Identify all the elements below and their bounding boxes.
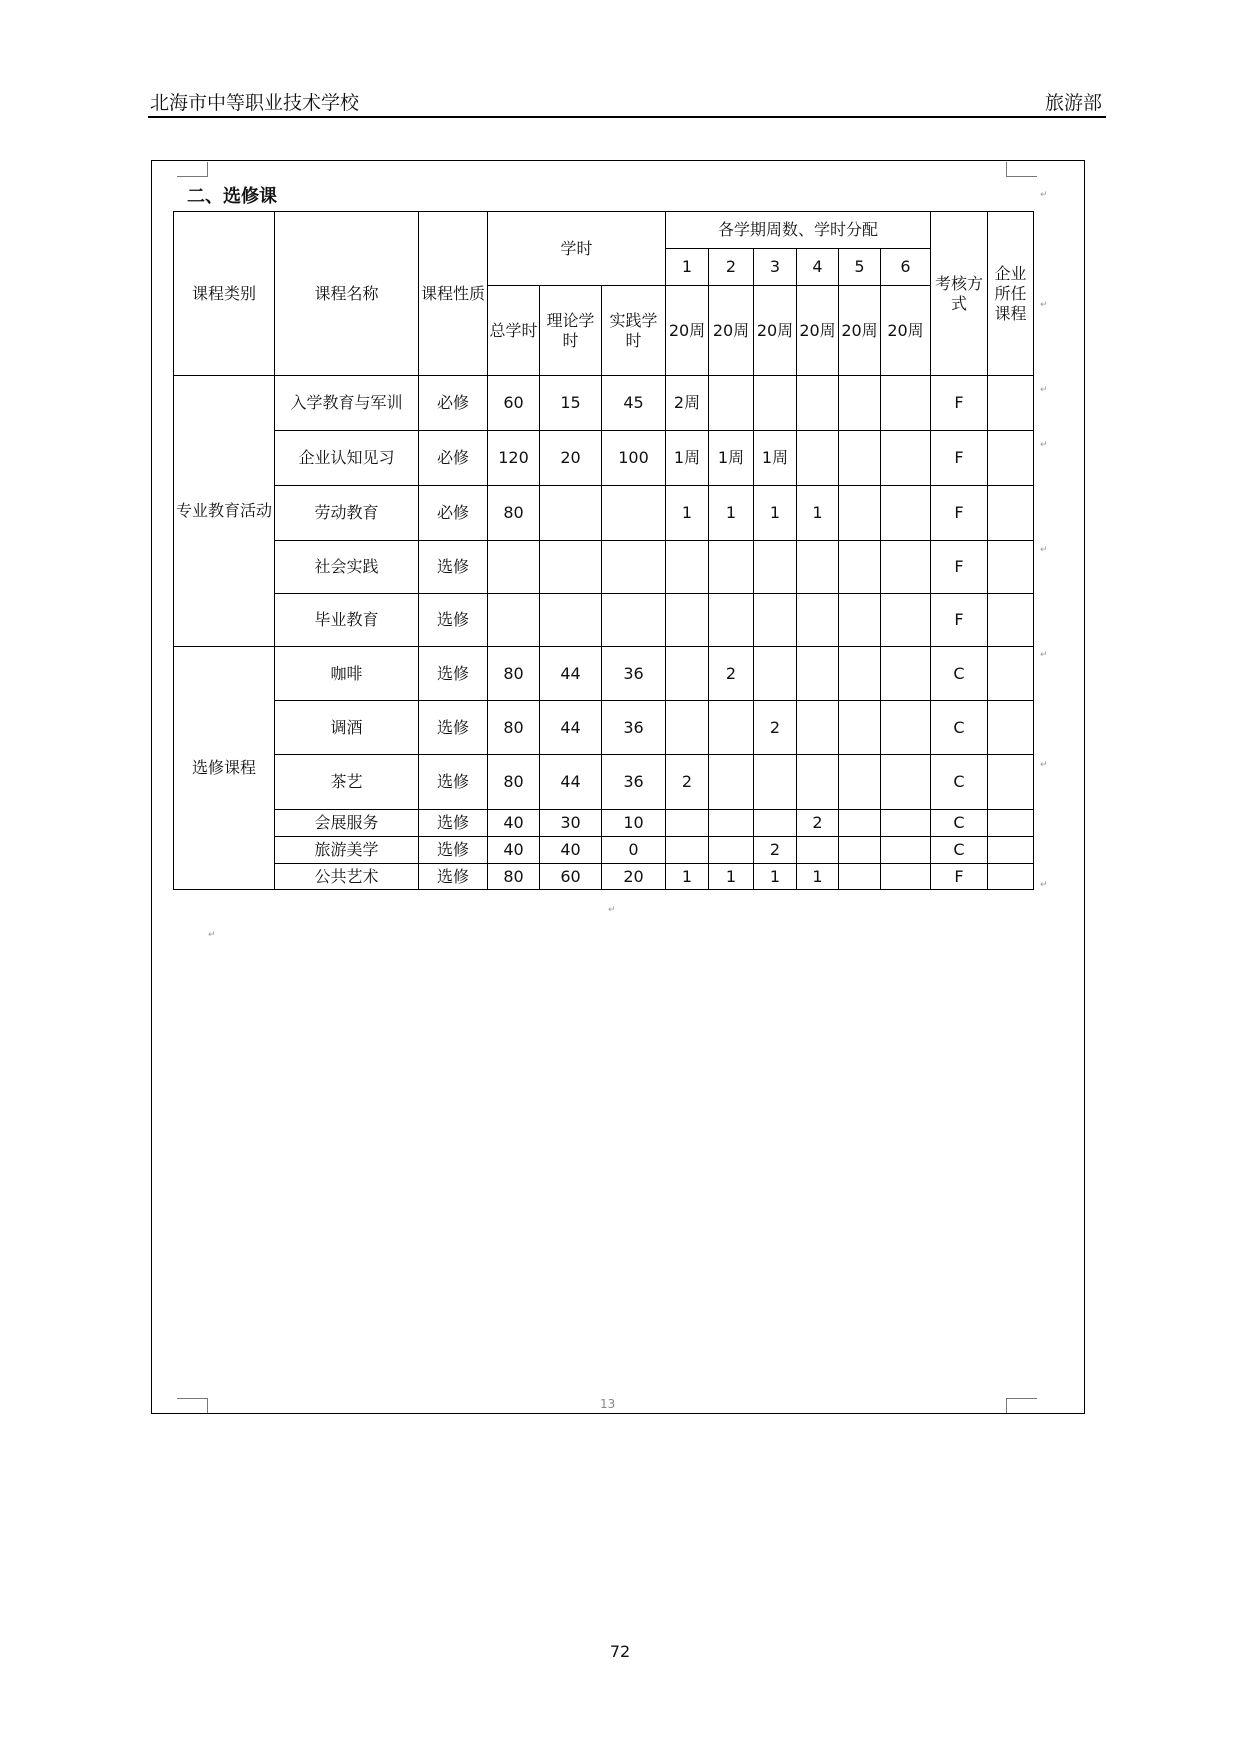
semester-cell	[666, 810, 709, 837]
semester-cell	[709, 701, 754, 755]
semester-number: 1	[666, 249, 709, 286]
semester-cell: 1周	[709, 431, 754, 486]
category-cell: 选修课程	[174, 647, 275, 890]
semester-weeks: 20周	[666, 286, 709, 376]
course-nature-cell: 必修	[419, 431, 488, 486]
course-nature-cell: 选修	[419, 701, 488, 755]
enterprise-cell	[988, 755, 1034, 810]
theory-hours-cell: 30	[540, 810, 602, 837]
semester-cell	[839, 541, 881, 594]
practice-hours-cell	[602, 486, 666, 541]
semester-cell	[839, 647, 881, 701]
semester-cell	[881, 837, 931, 864]
semester-cell: 1	[797, 486, 839, 541]
semester-cell	[839, 755, 881, 810]
course-nature-cell: 必修	[419, 486, 488, 541]
theory-hours-cell: 60	[540, 864, 602, 890]
course-name-cell: 调酒	[275, 701, 419, 755]
theory-hours-cell: 20	[540, 431, 602, 486]
semester-cell	[797, 755, 839, 810]
course-nature-cell: 选修	[419, 837, 488, 864]
semester-cell	[839, 864, 881, 890]
assess-cell: C	[931, 810, 988, 837]
practice-hours-cell	[602, 541, 666, 594]
semester-cell	[839, 431, 881, 486]
table-row	[174, 594, 1034, 647]
paragraph-mark: ↵	[1040, 190, 1048, 200]
paragraph-mark: ↵	[1040, 880, 1048, 890]
col-header-enterprise: 企业所任课程	[988, 212, 1034, 376]
course-nature-cell: 选修	[419, 647, 488, 701]
course-table	[173, 211, 1034, 890]
total-hours-cell: 80	[488, 864, 540, 890]
col-header-category: 课程类别	[174, 212, 275, 376]
enterprise-cell	[988, 376, 1034, 431]
crop-mark-top-left	[177, 162, 208, 177]
semester-cell: 1	[754, 864, 797, 890]
semester-cell: 2周	[666, 376, 709, 431]
semester-cell	[666, 594, 709, 647]
total-hours-cell: 80	[488, 647, 540, 701]
semester-cell	[666, 647, 709, 701]
semester-cell	[754, 376, 797, 431]
col-header-nature: 课程性质	[419, 212, 488, 376]
semester-cell	[797, 647, 839, 701]
semester-number: 6	[881, 249, 931, 286]
semester-cell	[881, 594, 931, 647]
enterprise-cell	[988, 701, 1034, 755]
header-divider	[148, 116, 1106, 118]
assess-cell: C	[931, 755, 988, 810]
col-header-hours: 学时	[488, 212, 666, 286]
enterprise-cell	[988, 541, 1034, 594]
assess-cell: F	[931, 864, 988, 890]
semester-cell	[839, 594, 881, 647]
semester-weeks: 20周	[709, 286, 754, 376]
table-row	[174, 376, 1034, 431]
semester-cell	[881, 864, 931, 890]
col-header-theory: 理论学时	[540, 286, 602, 376]
semester-cell: 2	[666, 755, 709, 810]
total-hours-cell: 80	[488, 486, 540, 541]
semester-cell	[839, 810, 881, 837]
practice-hours-cell	[602, 594, 666, 647]
table-row	[174, 701, 1034, 755]
assess-cell: F	[931, 376, 988, 431]
theory-hours-cell	[540, 486, 602, 541]
enterprise-cell	[988, 431, 1034, 486]
semester-cell: 1	[797, 864, 839, 890]
theory-hours-cell: 15	[540, 376, 602, 431]
course-name-cell: 会展服务	[275, 810, 419, 837]
practice-hours-cell: 36	[602, 647, 666, 701]
page-number: 72	[609, 1642, 631, 1661]
total-hours-cell: 40	[488, 837, 540, 864]
table-row	[174, 810, 1034, 837]
col-header-total: 总学时	[488, 286, 540, 376]
total-hours-cell: 80	[488, 755, 540, 810]
semester-cell	[709, 810, 754, 837]
total-hours-cell: 120	[488, 431, 540, 486]
course-nature-cell: 选修	[419, 594, 488, 647]
assess-cell: C	[931, 647, 988, 701]
course-name-cell: 公共艺术	[275, 864, 419, 890]
semester-cell	[797, 541, 839, 594]
course-name-cell: 茶艺	[275, 755, 419, 810]
practice-hours-cell: 20	[602, 864, 666, 890]
semester-cell: 2	[754, 701, 797, 755]
total-hours-cell: 80	[488, 701, 540, 755]
paragraph-mark: ↵	[1040, 300, 1048, 310]
course-nature-cell: 选修	[419, 810, 488, 837]
semester-cell	[881, 647, 931, 701]
table-row	[174, 541, 1034, 594]
theory-hours-cell: 44	[540, 755, 602, 810]
enterprise-cell	[988, 837, 1034, 864]
semester-cell	[839, 486, 881, 541]
col-header-name: 课程名称	[275, 212, 419, 376]
course-name-cell: 入学教育与军训	[275, 376, 419, 431]
semester-cell	[839, 701, 881, 755]
assess-cell: F	[931, 594, 988, 647]
semester-cell	[881, 376, 931, 431]
course-nature-cell: 选修	[419, 864, 488, 890]
course-name-cell: 企业认知见习	[275, 431, 419, 486]
course-name-cell: 毕业教育	[275, 594, 419, 647]
semester-number: 2	[709, 249, 754, 286]
semester-cell	[839, 376, 881, 431]
total-hours-cell: 40	[488, 810, 540, 837]
table-row	[174, 864, 1034, 890]
semester-cell	[754, 810, 797, 837]
course-name-cell: 咖啡	[275, 647, 419, 701]
paragraph-mark: ↵	[1040, 385, 1048, 395]
col-header-practice: 实践学时	[602, 286, 666, 376]
semester-cell	[881, 755, 931, 810]
table-row	[174, 837, 1034, 864]
semester-cell	[881, 431, 931, 486]
table-row	[174, 431, 1034, 486]
theory-hours-cell: 40	[540, 837, 602, 864]
inner-page-number: 13	[600, 1397, 616, 1411]
practice-hours-cell: 36	[602, 701, 666, 755]
assess-cell: C	[931, 701, 988, 755]
semester-cell: 1	[754, 486, 797, 541]
course-name-cell: 劳动教育	[275, 486, 419, 541]
table-row	[174, 647, 1034, 701]
practice-hours-cell: 100	[602, 431, 666, 486]
semester-weeks: 20周	[881, 286, 931, 376]
semester-cell	[709, 755, 754, 810]
header-department: 旅游部	[1044, 92, 1102, 114]
table-row	[174, 755, 1034, 810]
course-name-cell: 旅游美学	[275, 837, 419, 864]
practice-hours-cell: 36	[602, 755, 666, 810]
semester-cell	[754, 755, 797, 810]
semester-cell	[666, 541, 709, 594]
practice-hours-cell: 10	[602, 810, 666, 837]
semester-cell: 1	[666, 486, 709, 541]
paragraph-mark: ↵	[1040, 440, 1048, 450]
paragraph-mark: ↵	[1040, 650, 1048, 660]
semester-cell	[709, 541, 754, 594]
category-cell: 专业教育活动	[174, 376, 275, 647]
semester-cell: 1	[709, 864, 754, 890]
paragraph-mark: ↵	[208, 930, 216, 940]
section-title: 二、选修课	[187, 186, 277, 207]
assess-cell: F	[931, 486, 988, 541]
theory-hours-cell: 44	[540, 701, 602, 755]
crop-mark-bottom-right	[1006, 1398, 1037, 1413]
course-nature-cell: 必修	[419, 376, 488, 431]
semester-number: 3	[754, 249, 797, 286]
assess-cell: C	[931, 837, 988, 864]
col-header-semesters: 各学期周数、学时分配	[666, 212, 931, 249]
semester-cell	[881, 486, 931, 541]
semester-weeks: 20周	[797, 286, 839, 376]
assess-cell: F	[931, 431, 988, 486]
semester-cell	[754, 541, 797, 594]
course-nature-cell: 选修	[419, 541, 488, 594]
crop-mark-top-right	[1006, 162, 1037, 177]
header-school-name: 北海市中等职业技术学校	[150, 92, 360, 114]
semester-cell	[881, 541, 931, 594]
semester-weeks: 20周	[754, 286, 797, 376]
semester-cell	[709, 594, 754, 647]
enterprise-cell	[988, 594, 1034, 647]
semester-cell: 2	[797, 810, 839, 837]
paragraph-mark: ↵	[1040, 545, 1048, 555]
semester-number: 5	[839, 249, 881, 286]
practice-hours-cell: 45	[602, 376, 666, 431]
paragraph-mark: ↵	[1040, 760, 1048, 770]
semester-cell	[666, 837, 709, 864]
table-row	[174, 486, 1034, 541]
semester-cell	[797, 431, 839, 486]
crop-mark-bottom-left	[177, 1398, 208, 1413]
semester-weeks: 20周	[839, 286, 881, 376]
semester-cell: 1周	[754, 431, 797, 486]
semester-cell: 1周	[666, 431, 709, 486]
total-hours-cell	[488, 541, 540, 594]
theory-hours-cell: 44	[540, 647, 602, 701]
semester-cell: 1	[666, 864, 709, 890]
semester-cell	[709, 376, 754, 431]
semester-cell	[881, 701, 931, 755]
col-header-assess: 考核方式	[931, 212, 988, 376]
total-hours-cell	[488, 594, 540, 647]
paragraph-mark: ↵	[608, 905, 616, 915]
semester-cell	[797, 837, 839, 864]
semester-cell	[881, 810, 931, 837]
semester-cell	[797, 701, 839, 755]
semester-cell	[797, 594, 839, 647]
practice-hours-cell: 0	[602, 837, 666, 864]
semester-cell: 1	[709, 486, 754, 541]
semester-cell	[839, 837, 881, 864]
theory-hours-cell	[540, 541, 602, 594]
enterprise-cell	[988, 486, 1034, 541]
enterprise-cell	[988, 647, 1034, 701]
semester-cell	[754, 647, 797, 701]
enterprise-cell	[988, 810, 1034, 837]
assess-cell: F	[931, 541, 988, 594]
total-hours-cell: 60	[488, 376, 540, 431]
semester-cell: 2	[754, 837, 797, 864]
course-nature-cell: 选修	[419, 755, 488, 810]
theory-hours-cell	[540, 594, 602, 647]
semester-number: 4	[797, 249, 839, 286]
semester-cell	[709, 837, 754, 864]
semester-cell	[754, 594, 797, 647]
course-name-cell: 社会实践	[275, 541, 419, 594]
semester-cell	[666, 701, 709, 755]
semester-cell: 2	[709, 647, 754, 701]
enterprise-cell	[988, 864, 1034, 890]
semester-cell	[797, 376, 839, 431]
